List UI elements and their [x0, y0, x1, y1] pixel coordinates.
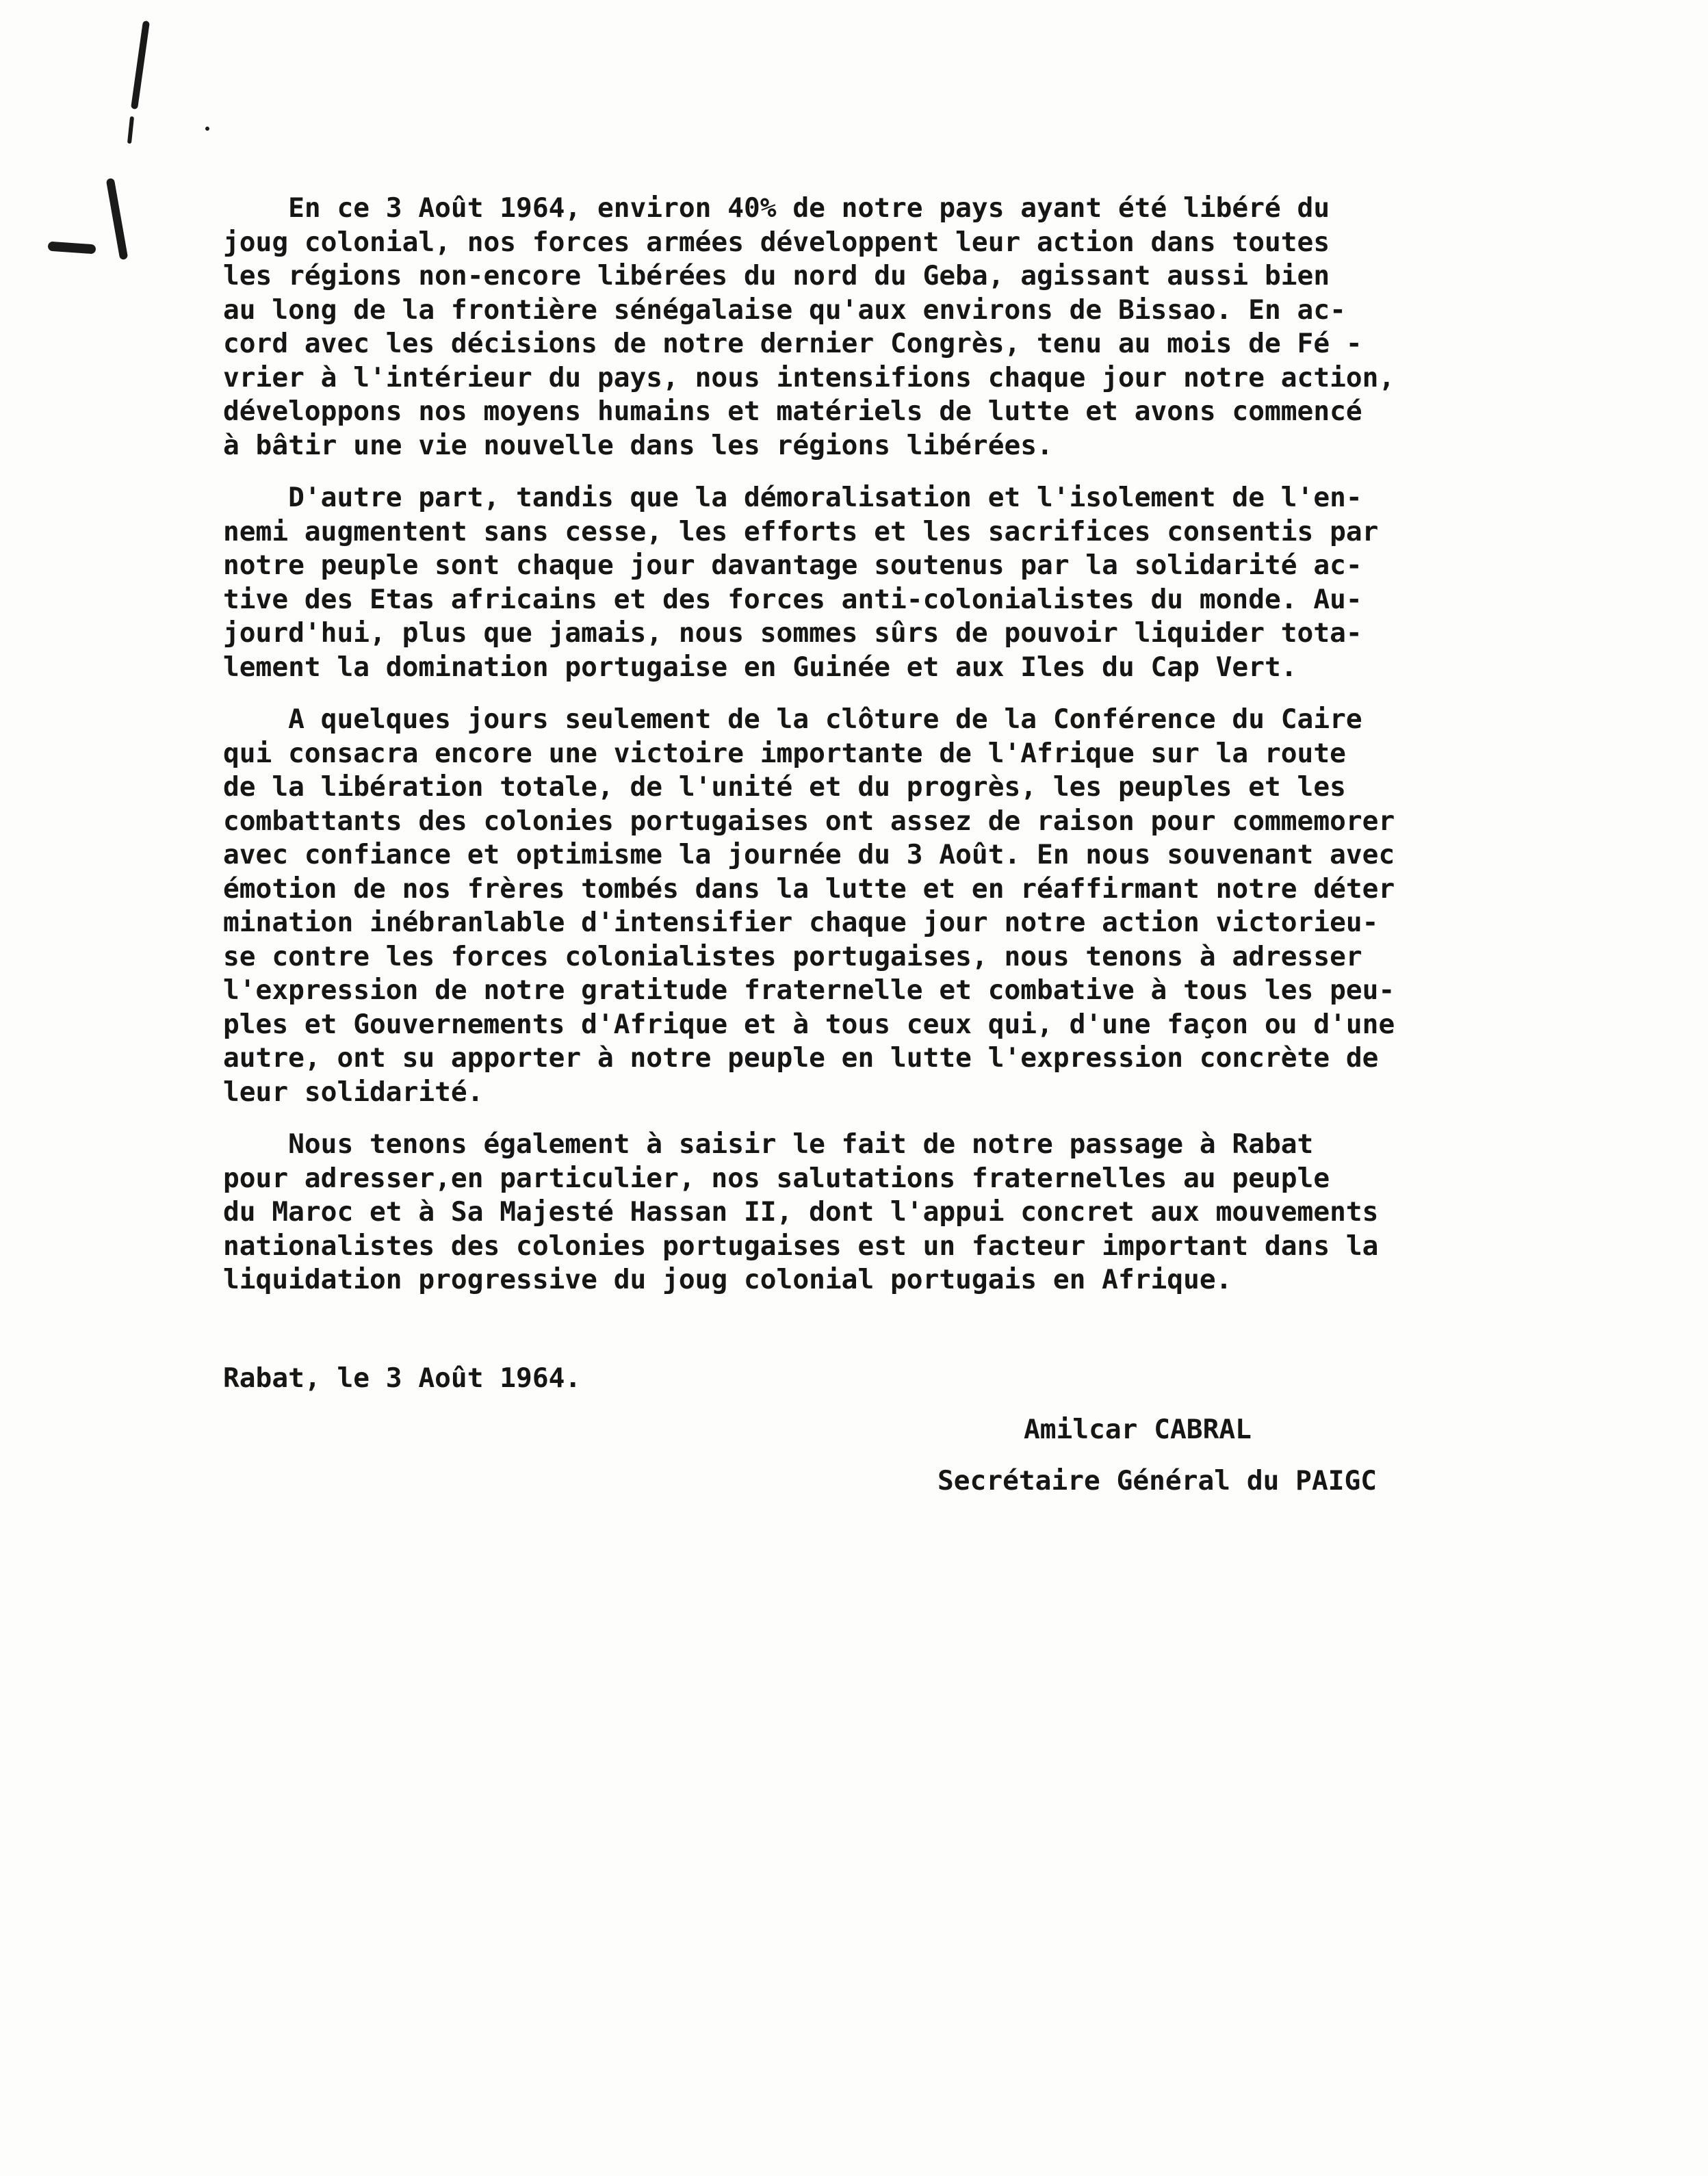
text-line: En ce 3 Août 1964, environ 40% de notre pays ayant été libéré du: [223, 192, 1330, 224]
text-line: vrier à l'intérieur du pays, nous intensifions chaque jour notre action,: [223, 361, 1395, 393]
text-line: à bâtir une vie nouvelle dans les régions libérées.: [223, 429, 1053, 461]
text-line: joug colonial, nos forces armées développent leur action dans toutes: [223, 226, 1330, 258]
signatory-name: Amilcar CABRAL: [1024, 1414, 1252, 1445]
scan-edge-mark: [106, 178, 129, 260]
text-line: combattants des colonies portugaises ont assez de raison pour commemorer: [223, 805, 1395, 837]
text-line: qui consacra encore une victoire importante de l'Afrique sur la route: [223, 737, 1346, 769]
text-line: du Maroc et à Sa Majesté Hassan II, dont l'appui concret aux mouvements: [223, 1196, 1379, 1228]
text-line: notre peuple sont chaque jour davantage soutenus par la solidarité ac-: [223, 549, 1362, 581]
text-line: mination inébranlable d'intensifier chaque jour notre action victorieu-: [223, 907, 1379, 938]
scan-edge-mark: [127, 116, 134, 144]
text-line: les régions non-encore libérées du nord du Geba, agissant aussi bien: [223, 260, 1330, 292]
text-line: lement la domination portugaise en Guinée et aux Iles du Cap Vert.: [223, 651, 1297, 683]
text-line: tive des Etas africains et des forces anti-colonialistes du monde. Au-: [223, 583, 1362, 615]
text-line: nationalistes des colonies portugaises est un facteur important dans la: [223, 1230, 1379, 1262]
text-line: ples et Gouvernements d'Afrique et à tous ceux qui, d'une façon ou d'une: [223, 1008, 1395, 1040]
text-line: autre, ont su apporter à notre peuple en lutte l'expression concrète de: [223, 1042, 1379, 1074]
text-line: avec confiance et optimisme la journée du 3 Août. En nous souvenant avec: [223, 839, 1395, 870]
text-line: développons nos moyens humains et matériels de lutte et avons commencé: [223, 396, 1362, 427]
text-line: D'autre part, tandis que la démoralisation et l'isolement de l'en-: [223, 482, 1362, 513]
text-line: jourd'hui, plus que jamais, nous sommes sûrs de pouvoir liquider tota-: [223, 617, 1362, 649]
text-line: de la libération totale, de l'unité et du progrès, les peuples et les: [223, 771, 1346, 803]
text-line: nemi augmentent sans cesse, les efforts et les sacrifices consentis par: [223, 515, 1379, 547]
text-line: liquidation progressive du joug colonial portugais en Afrique.: [223, 1264, 1232, 1295]
text-line: cord avec les décisions de notre dernier Congrès, tenu au mois de Fé -: [223, 328, 1362, 359]
text-line: pour adresser,en particulier, nos salutations fraternelles au peuple: [223, 1162, 1330, 1194]
letter-body: [223, 192, 1687, 1316]
text-line: se contre les forces colonialistes portugaises, nous tenons à adresser: [223, 940, 1362, 972]
paragraph-4: [223, 1128, 1687, 1297]
signatory-title: Secrétaire Général du PAIGC: [937, 1465, 1377, 1497]
paragraph-3: [223, 703, 1687, 1109]
scan-edge-mark: [131, 21, 150, 109]
text-line: émotion de nos frères tombés dans la lutte et en réaffirmant notre déter: [223, 872, 1395, 905]
paragraph-1: [223, 192, 1687, 463]
text-line: l'expression de notre gratitude fraternelle et combative à tous les peu-: [223, 974, 1395, 1006]
text-line: leur solidarité.: [223, 1076, 484, 1108]
text-line: Nous tenons également à saisir le fait de notre passage à Rabat: [223, 1128, 1314, 1160]
paragraph-2: [223, 481, 1687, 684]
text-line: au long de la frontière sénégalaise qu'aux environs de Bissao. En ac-: [223, 294, 1346, 326]
scan-edge-mark: [205, 127, 209, 131]
scan-edge-mark: [48, 242, 96, 255]
text-line: A quelques jours seulement de la clôture de la Conférence du Caire: [223, 703, 1362, 735]
place-date: Rabat, le 3 Août 1964.: [223, 1362, 582, 1394]
